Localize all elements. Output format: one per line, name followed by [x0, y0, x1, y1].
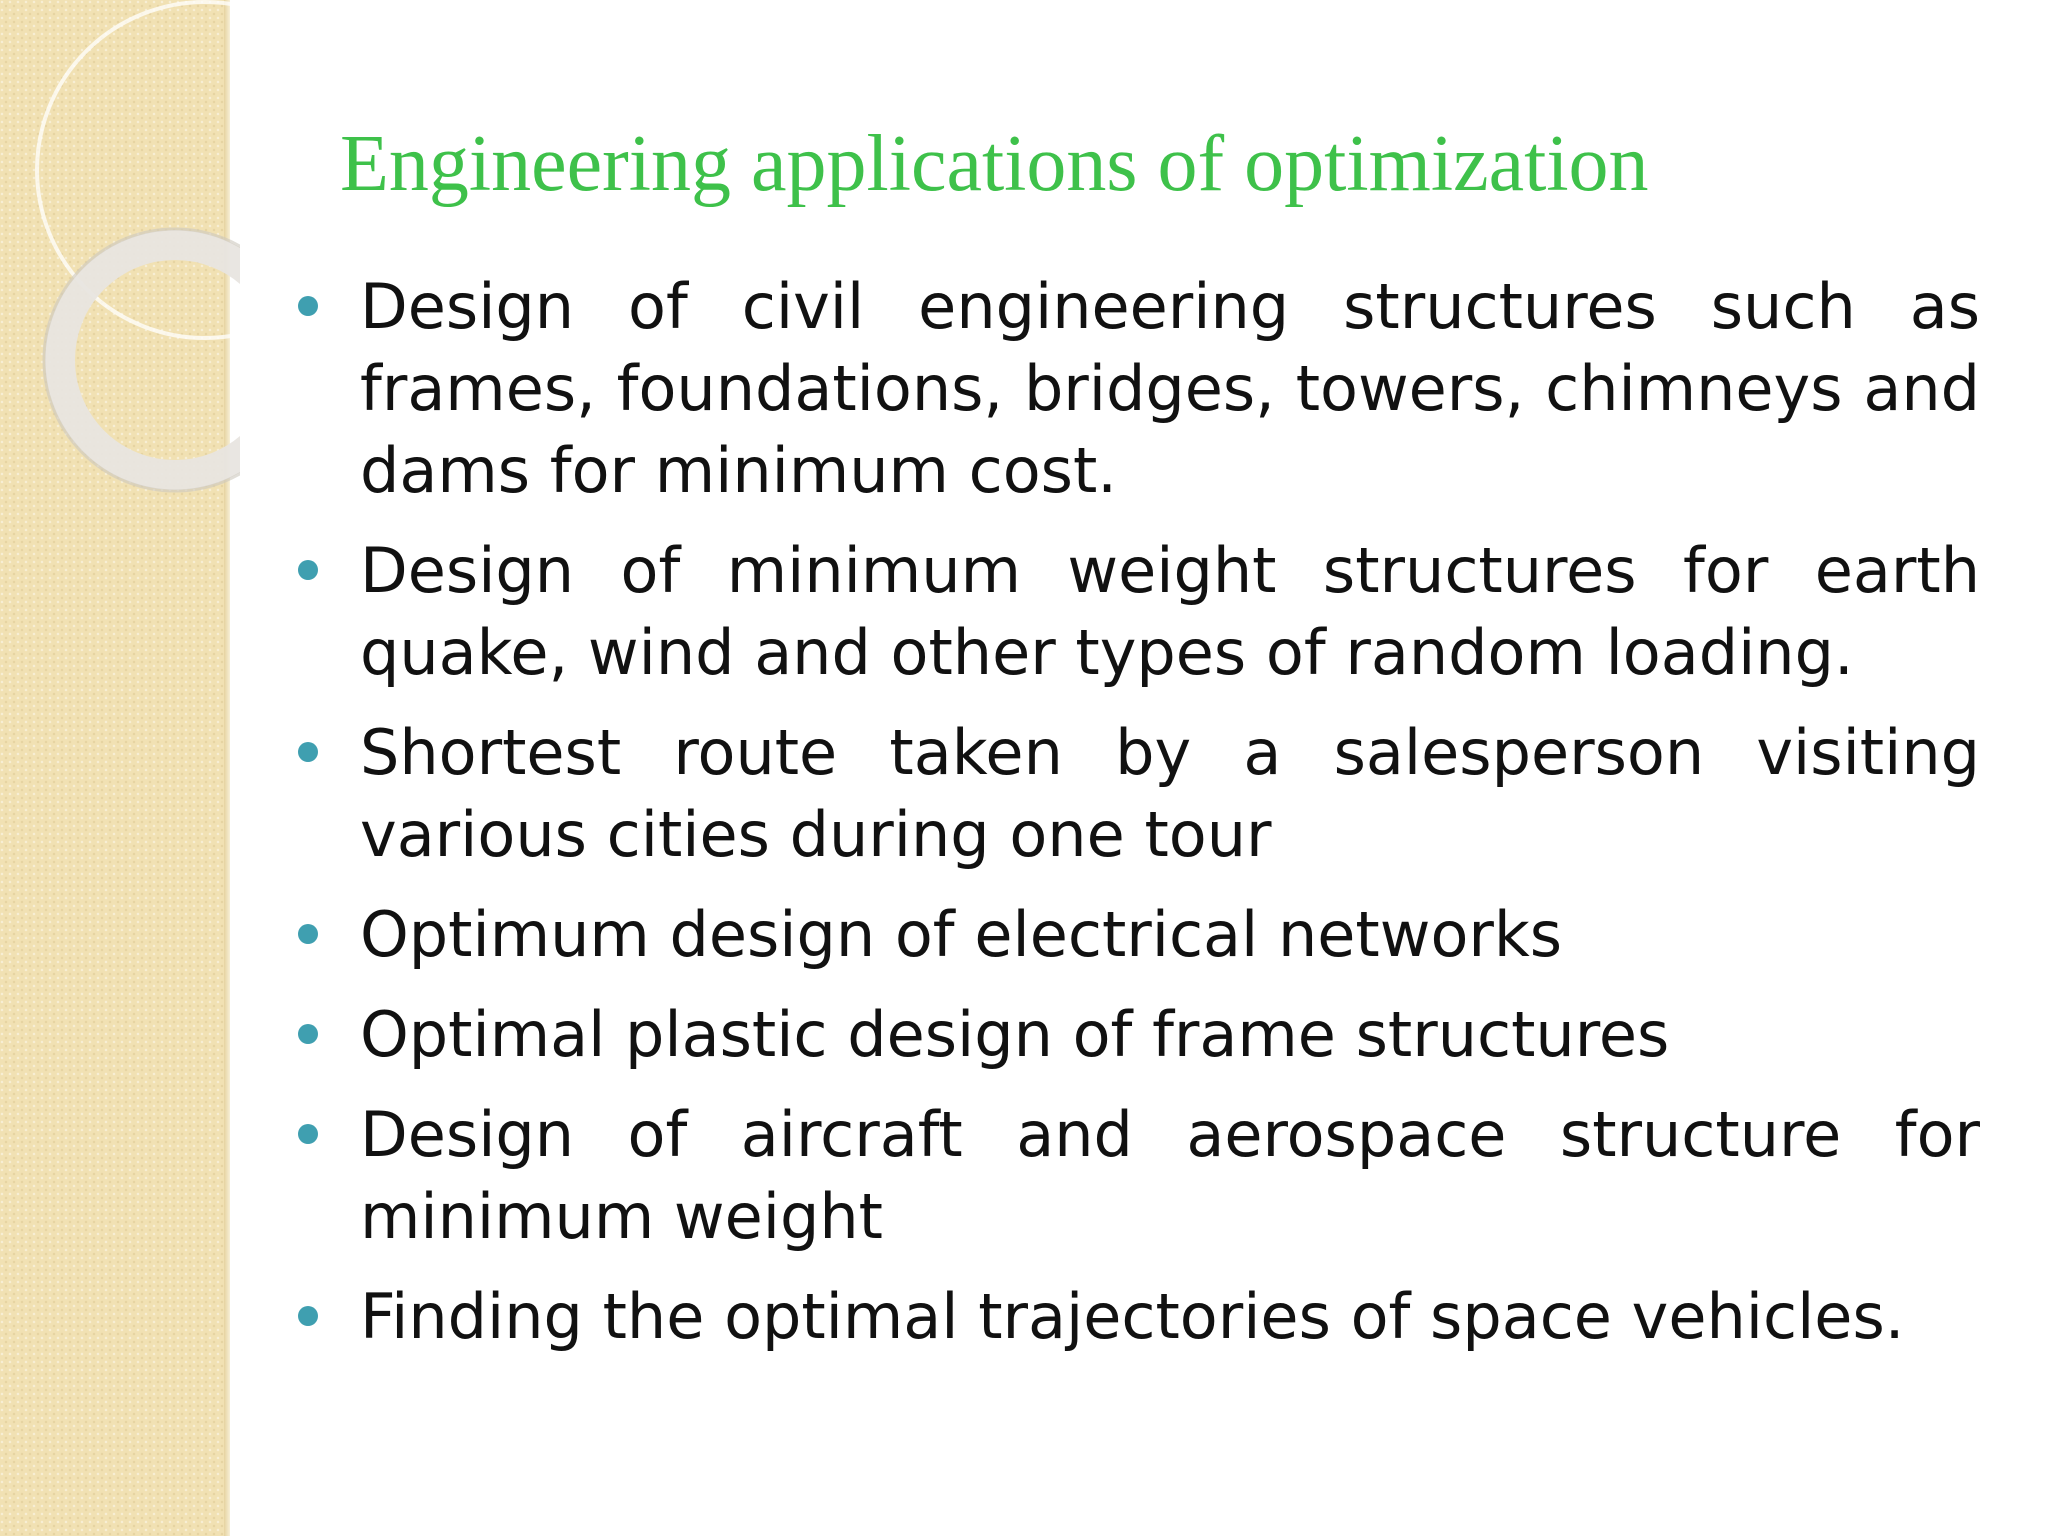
- bullet-item: [290, 530, 1980, 694]
- bullet-item: [290, 1276, 1980, 1358]
- bullet-text: Optimal plastic design of frame structures: [360, 998, 1670, 1071]
- thick-ring: [60, 245, 240, 475]
- bullet-item: [290, 266, 1980, 512]
- bullet-text: Finding the optimal trajectories of space vehicles.: [360, 1280, 1905, 1353]
- bullet-text: Shortest route taken by a salesperson visiting various cities during one tour: [360, 716, 1980, 871]
- bullet-list: [290, 266, 1980, 1376]
- bullet-dot-icon: [298, 742, 318, 762]
- bullet-item: [290, 1094, 1980, 1258]
- bullet-dot-icon: [298, 1124, 318, 1144]
- slide-title: Engineering applications of optimization: [340, 120, 1649, 208]
- bullet-item: [290, 894, 1980, 976]
- bullet-dot-icon: [298, 1306, 318, 1326]
- bullet-text: Design of minimum weight structures for earth quake, wind and other types of random loading.: [360, 534, 1980, 689]
- bullet-item: [290, 712, 1980, 876]
- bullet-dot-icon: [298, 924, 318, 944]
- bullet-dot-icon: [298, 1024, 318, 1044]
- bullet-text: Design of aircraft and aerospace structure for minimum weight: [360, 1098, 1980, 1253]
- bullet-dot-icon: [298, 560, 318, 580]
- bullet-text: Design of civil engineering structures such as frames, foundations, bridges, towers, chimneys and dams for minimum cost.: [360, 270, 1980, 507]
- bullet-text: Optimum design of electrical networks: [360, 898, 1563, 971]
- decorative-rings: [0, 0, 240, 520]
- bullet-item: [290, 994, 1980, 1076]
- bullet-dot-icon: [298, 296, 318, 316]
